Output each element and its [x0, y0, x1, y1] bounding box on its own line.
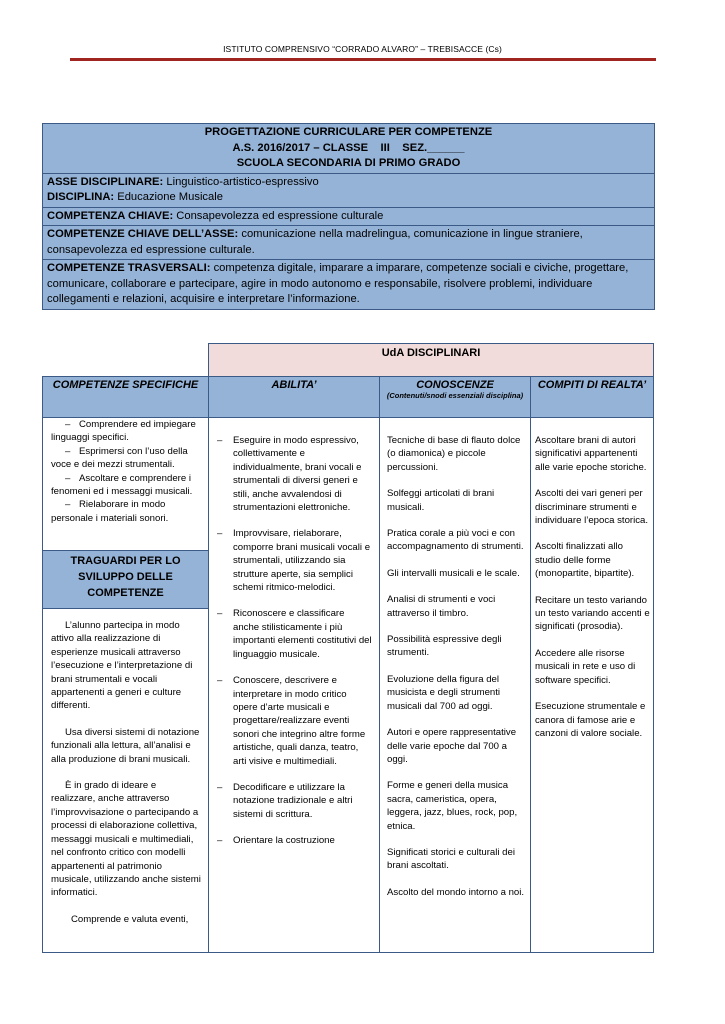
dash-icon: – [217, 675, 223, 687]
compito-item: Recitare un testo variando un testo variando accenti e significati (prosodia). [535, 594, 650, 633]
conoscenza-item: Analisi di strumenti e voci attraverso il timbro. [387, 594, 496, 619]
title-line-1: PROGETTAZIONE CURRICULARE PER COMPETENZE [204, 126, 493, 138]
traguardo-item: Comprende e valuta eventi, [71, 913, 189, 925]
title-line-2: A.S. 2016/2017 – CLASSE III SEZ.______ [232, 141, 465, 154]
header-conoscenze [379, 376, 531, 418]
competenza-item: – Esprimersi con l’uso della voce e dei mezzi strumentali. [51, 445, 188, 471]
conoscenza-item: Gli intervalli musicali e le scale. [387, 567, 520, 579]
trasversali-value: competenza digitale, imparare a imparare, competenze sociali e civiche, progettare, comunicare, collaborare e partecipare, agire in modo autonomo e responsabile, risolvere problemi, individuare collegamenti e relazioni, acquisire e interpretare l’informazione. [47, 262, 629, 305]
conoscenza-item: Forme e generi della musica sacra, cameristica, opera, leggera, jazz, blues, rock, pop, etnica. [387, 780, 518, 832]
dash-icon: – [217, 528, 223, 540]
compito-item: Ascolti dei vari generi per discriminare strumenti e individuare l’epoca storica. [535, 488, 649, 527]
header-compiti: COMPITI DI REALTA’ [530, 376, 654, 418]
traguardi-title: TRAGUARDI PER LO SVILUPPO DELLE COMPETENZE [42, 550, 209, 609]
asse-disciplina-block [43, 174, 654, 208]
conoscenza-item: Tecniche di base di flauto dolce (o diamonica) e piccole percussioni. [387, 435, 521, 473]
conoscenza-item: Evoluzione della figura del musicista e degli strumenti musicali dal 700 ad oggi. [387, 673, 501, 712]
dash-icon: – [217, 781, 223, 793]
conoscenza-item: Ascolto del mondo intorno a noi. [387, 886, 525, 898]
dash-icon: – [217, 435, 223, 446]
trasversali-label: COMPETENZE TRASVERSALI: [47, 262, 211, 274]
header-conoscenze-label: CONOSCENZE [416, 379, 494, 391]
compito-item: Ascolti finalizzati allo studio delle forme (monopartite, bipartite). [535, 541, 635, 580]
chiave-asse-label: COMPETENZE CHIAVE DELL’ASSE: [47, 228, 239, 240]
conoscenza-item: Pratica corale a più voci e con accompagnamento di strumenti. [387, 528, 524, 553]
uda-table [42, 343, 654, 953]
asse-label: ASSE DISCIPLINARE: [47, 175, 164, 188]
competenza-item: – Comprendere ed impiegare linguaggi specifici. [51, 419, 196, 444]
traguardi-cell [42, 608, 209, 953]
abilita-item: – Orientare la costruzione [217, 835, 335, 847]
title-block [43, 124, 654, 174]
header-abilita: ABILITA’ [208, 376, 380, 418]
traguardo-item: È in grado di ideare e realizzare, anche attraverso l’improvvisazione o partecipando a processi di elaborazione collettiva, messaggi musicali e multimediali, nel confronto critico con modelli appartenenti al patrimonio musicale, utilizzando anche sistemi informatici. [51, 780, 201, 899]
dash-icon: – [65, 445, 71, 457]
competenza-item: – Rielaborare in modo personale i materiali sonori. [51, 499, 169, 524]
competenze-specifiche-cell [42, 417, 209, 551]
conoscenza-item: Autori e opere rappresentative delle varie epoche dal 700 a oggi. [387, 727, 517, 765]
dash-icon: – [65, 472, 71, 484]
competenza-item: – Ascoltare e comprendere i fenomeni ed i messaggi musicali. [51, 472, 193, 498]
header-competenze-specifiche: COMPETENZE SPECIFICHE [42, 376, 209, 418]
dash-icon: – [65, 419, 71, 430]
competenza-chiave-block [43, 208, 654, 227]
asse-value: Linguistico-artistico-espressivo [163, 175, 319, 188]
chiave-value: Consapevolezza ed espressione culturale [173, 209, 384, 222]
curriculum-info-box [42, 123, 655, 310]
dash-icon: – [65, 499, 71, 511]
conoscenza-item: Possibilità espressive degli strumenti. [387, 634, 502, 659]
header-conoscenze-sub: (Contenuti/snodi essenziali disciplina) [386, 391, 524, 400]
abilita-item: – Eseguire in modo espressivo, collettivamente e individualmente, brani vocali e strumentali di diversi generi e stili, anche avvalendosi di strumentazioni elettroniche. [217, 435, 362, 514]
abilita-cell [208, 417, 380, 953]
disciplina-value: Educazione Musicale [114, 191, 223, 203]
title-line-3: SCUOLA SECONDARIA DI PRIMO GRADO [236, 157, 461, 169]
compiti-cell [530, 417, 654, 953]
compito-item: Ascoltare brani di autori significativi appartenenti alle varie epoche storiche. [535, 435, 647, 473]
conoscenza-item: Solfeggi articolati di brani musicali. [387, 488, 495, 513]
competenze-trasversali-block [43, 260, 654, 309]
abilita-item: – Conoscere, descrivere e interpretare in modo critico opere d’arte musicali e progettare/realizzare eventi sonori che integrino altre forme artistiche, quali danza, teatro, arti visive e multimediali. [217, 675, 366, 767]
conoscenza-item: Significati storici e culturali dei brani ascoltati. [387, 846, 515, 872]
compito-item: Esecuzione strumentale e canora di famose arie e canzoni di valore sociale. [535, 701, 646, 739]
compito-item: Accedere alle risorse musicali in rete e uso di software specifici. [535, 647, 636, 686]
disciplina-label: DISCIPLINA: [47, 191, 115, 203]
conoscenze-cell [379, 417, 531, 953]
traguardo-item: L’alunno partecipa in modo attivo alla realizzazione di esperienze musicali attraverso l’esecuzione e l’interpretazione di brani strumentali e vocali appartenenti a generi e culture differenti. [51, 620, 193, 712]
dash-icon: – [217, 835, 223, 847]
header-rule [70, 58, 656, 61]
chiave-asse-value: comunicazione nella madrelingua, comunicazione in lingue straniere, consapevolezza ed espressione culturale. [47, 228, 583, 256]
uda-title: UdA DISCIPLINARI [208, 343, 654, 377]
dash-icon: – [217, 608, 223, 620]
abilita-item: – Decodificare e utilizzare la notazione tradizionale e altri sistemi di scrittura. [217, 781, 353, 820]
traguardo-item: Usa diversi sistemi di notazione funzionali alla lettura, all’analisi e alla produzione di brani musicali. [51, 726, 200, 765]
abilita-item: – Improvvisare, rielaborare, comporre brani musicali vocali e strumentali, utilizzando sia strutture aperte, sia semplici schemi ritmico-melodici. [217, 528, 371, 594]
school-header: ISTITUTO COMPRENSIVO “CORRADO ALVARO” – TREBISACCE (Cs) [223, 44, 502, 54]
chiave-label: COMPETENZA CHIAVE: [47, 209, 174, 222]
abilita-item: – Riconoscere e classificare anche stilisticamente i più importanti elementi costitutivi del linguaggio musicale. [217, 608, 372, 660]
competenze-chiave-asse-block [43, 226, 654, 260]
